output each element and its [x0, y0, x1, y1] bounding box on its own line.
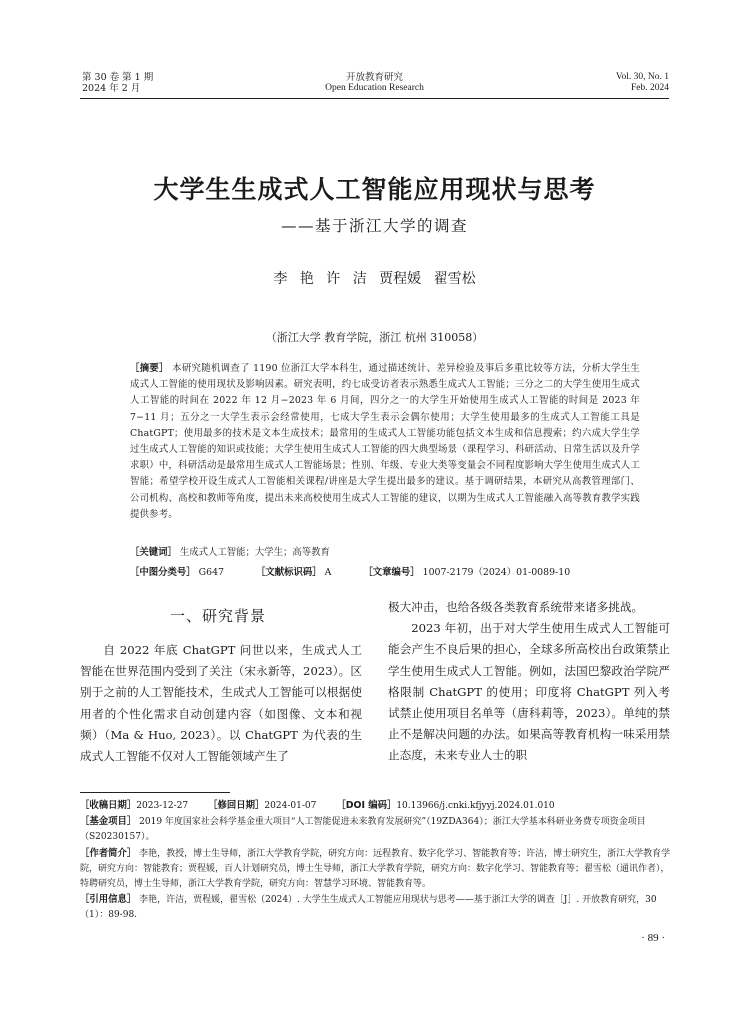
doc-code-value: A — [324, 567, 332, 578]
classification-line — [130, 565, 670, 581]
keywords-label: ［关键词］ — [130, 547, 177, 558]
abstract-label: ［摘要］ — [130, 363, 169, 374]
page-number: · 89 · — [641, 932, 665, 944]
publication-date-en: Feb. 2024 — [631, 83, 669, 93]
doc-code-label: ［文献标识码］ — [255, 567, 322, 578]
keywords — [130, 545, 640, 561]
revised-date: 2024-01-07 — [264, 801, 317, 811]
clc-label: ［中图分类号］ — [130, 567, 196, 578]
volume-issue-en: Vol. 30, No. 1 — [615, 72, 669, 82]
clc-value: G647 — [198, 567, 225, 578]
received-date: 2023-12-27 — [136, 801, 189, 811]
author-list: 李 艳 许 洁 贾程媛 翟雪松 — [273, 271, 476, 287]
footnote-rule — [80, 792, 230, 793]
author-bio — [80, 846, 672, 893]
fund-note — [80, 814, 672, 845]
revised-label: ［修回日期］ — [208, 800, 265, 811]
keywords-text: 生成式人工智能；大学生；高等教育 — [179, 547, 330, 558]
paragraph-continuation: 极大冲击，也给各级各类教育系统带来诸多挑战。 — [388, 600, 644, 614]
footnotes — [80, 798, 672, 924]
body-column-left — [80, 640, 362, 767]
article-number-label: ［文章编号］ — [363, 567, 420, 578]
abstract — [130, 361, 640, 523]
citation-label: ［引用信息］ — [80, 894, 137, 906]
author-bio-text: 李艳，教授，博士生导师，浙江大学教育学院，研究方向：远程教育、数字化学习、智能教育等；许洁，博士研究生，浙江大学教育学院，研究方向：智能教育；贾程媛，百人计划研究员，博士生导师，浙江大学教育学院，研究方向：数字化学习、智能教育等；翟雪松（通讯作者），特聘研究员，博士生导师，浙江大学教育学院，研究方向：智慧学习环境、智能教育等。 — [80, 848, 671, 890]
article-number-value: 1007-2179（2024）01-0089-10 — [422, 567, 571, 578]
journal-volume-info-en — [616, 72, 669, 94]
journal-name-cn: 开放教育研究 — [345, 72, 403, 83]
body-column-right — [388, 597, 670, 767]
doi-label: ［DOI 编码］ — [336, 800, 397, 811]
dates-line — [80, 798, 672, 814]
author-bio-label: ［作者简介］ — [80, 847, 137, 859]
citation-info — [80, 892, 672, 923]
citation-text: 李艳，许洁，贾程媛，翟雪松（2024）. 大学生生成式人工智能应用现状与思考——基于浙江大学的调查［J］. 开放教育研究，30（1）：89-98. — [80, 895, 657, 921]
fund-text: 2019 年度国家社会科学基金重大项目“人工智能促进未来教育发展研究”（19ZDA364）；浙江大学基本科研业务费专项资金项目（S20230157）。 — [80, 817, 646, 843]
paragraph: 2023 年初，出于对大学生使用生成式人工智能可能会产生不良后果的担心，全球多所高校出台政策禁止学生使用生成式人工智能。例如，法国巴黎政治学院严格限制 ChatGPT 的使用；印度将 ChatGPT 列入考试禁止使用项目名单等（唐科莉等，2023）。单纯的禁止不是解决问题的办法。如果高等教育机构一味采用禁止态度，未来专业人士的职 — [388, 621, 670, 763]
doi-value: 10.13966/j.cnki.kfjyyj.2024.01.010 — [396, 801, 555, 811]
fund-label: ［基金项目］ — [80, 816, 137, 828]
journal-name-en: Open Education Research — [325, 83, 424, 93]
affiliation: （浙江大学 教育学院，浙江 杭州 310058） — [265, 331, 484, 344]
article-title: 大学生生成式人工智能应用现状与思考 — [153, 175, 596, 204]
publication-date: 2024 年 2 月 — [82, 83, 141, 94]
section-heading: 一、研究背景 — [170, 607, 267, 625]
article-subtitle: ——基于浙江大学的调查 — [280, 217, 468, 235]
volume-issue: 第 30 卷 第 1 期 — [82, 72, 154, 83]
received-label: ［收稿日期］ — [80, 800, 137, 811]
header-rule — [80, 98, 669, 99]
paragraph: 自 2022 年底 ChatGPT 问世以来，生成式人工智能在世界范围内受到了关注（宋永新等，2023）。区别于之前的人工智能技术，生成式人工智能可以根据使用者的个性化需求自动创建内容（如图像、文本和视频）（Ma & Huo, 2023）。以 ChatGPT 为代表的生成式人工智能不仅对人工智能领域产生了 — [80, 643, 362, 764]
abstract-text: 本研究随机调查了 1190 位浙江大学本科生，通过描述统计、差异检验及事后多重比较等方法，分析大学生生成式人工智能的使用现状及影响因素。研究表明，约七成受访者表示熟悉生成式人工智能；三分之二的大学生使用生成式人工智能的时间在 2022 年 12 月−2023 年 6 月间，四分之一的大学生开始使用生成式人工智能的时间是 2023 年 7−11 月；五分之一大学生表示会经常使用，七成大学生表示会偶尔使用；大学生使用最多的生成式人工智能工具是 ChatGPT；使用最多的技术是文本生成技术；最常用的生成式人工智能功能包括文本生成和信息搜索；约六成大学生学过生成式人工智能的知识或技能；大学生使用生成式人工智能的四大典型场景（课程学习、科研活动、日常生活以及升学求职）中，科研活动是最常用生成式人工智能场景；性别、年级、专业大类等变量会不同程度影响大学生使用生成式人工智能；希望学校开设生成式人工智能相关课程/讲座是大学生提出最多的建议。基于调研结果，本研究从高教管理部门、公司机构、高校和教师等角度，提出未来高校使用生成式人工智能的建议，以期为生成式人工智能融入高等教育教学实践提供参考。 — [130, 363, 640, 520]
